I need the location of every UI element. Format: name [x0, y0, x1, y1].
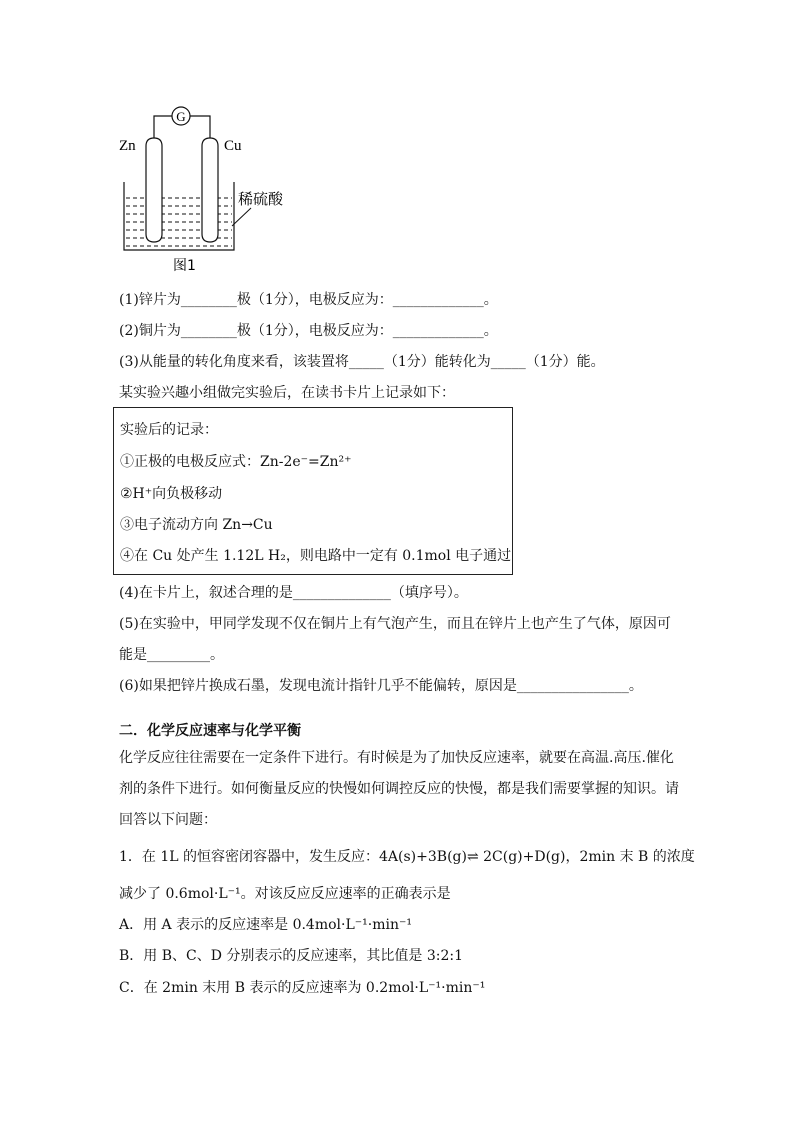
figure-caption: 图1	[173, 258, 196, 274]
reading-card	[113, 407, 513, 575]
section-2-question-1-line-1: 1．在 1L 的恒容密闭容器中，发生反应：4A(s)+3B(g)⇌ 2C(g)+D(g)，2min 末 B 的浓度	[119, 849, 695, 865]
solution-pointer	[232, 208, 251, 226]
cu-electrode	[202, 138, 218, 242]
galvanometer-label: G	[176, 109, 186, 124]
cu-label: Cu	[224, 138, 242, 154]
card-item-3: ③电子流动方向 Zn→Cu	[120, 517, 273, 533]
card-item-4: ④在 Cu 处产生 1.12L H₂，则电路中一定有 0.1mol 电子通过	[120, 548, 512, 564]
section-2-paragraph-line-3: 回答以下问题：	[119, 812, 217, 828]
left-wire	[154, 116, 172, 138]
option-b: B．用 B、C、D 分别表示的反应速率，其比值是 3:2:1	[119, 948, 464, 964]
section-2-question-1-line-2: 减少了 0.6mol·L⁻¹。对该反应反应速率的正确表示是	[119, 886, 451, 902]
question-5-line-2: 能是_________。	[119, 647, 224, 663]
section-2-paragraph-line-1: 化学反应往往需要在一定条件下进行。有时候是为了加快反应速率，就要在高温.高压.催化	[119, 750, 674, 766]
solution-label: 稀硫酸	[238, 190, 284, 208]
zn-label: Zn	[119, 138, 136, 154]
question-6: (6)如果把锌片换成石墨，发现电流计指针几乎不能偏转，原因是________________。	[119, 678, 643, 694]
zn-electrode	[146, 138, 162, 242]
galvanic-cell-svg	[116, 98, 306, 278]
section-2-heading: 二．化学反应速率与化学平衡	[119, 723, 301, 739]
option-c: C．在 2min 末用 B 表示的反应速率为 0.2mol·L⁻¹·min⁻¹	[119, 980, 486, 996]
question-2: (2)铜片为________极（1分），电极反应为：_____________。	[119, 323, 498, 339]
card-item-2: ②H⁺向负极移动	[120, 486, 223, 502]
option-a: A．用 A 表示的反应速率是 0.4mol·L⁻¹·min⁻¹	[119, 917, 412, 933]
section-2-paragraph-line-2: 剂的条件下进行。如何衡量反应的快慢如何调控反应的快慢，都是我们需要掌握的知识。请	[119, 781, 679, 797]
galvanic-cell-diagram	[116, 98, 306, 278]
card-intro: 某实验兴趣小组做完实验后，在读书卡片上记录如下：	[119, 385, 455, 401]
question-3: (3)从能量的转化角度来看，该装置将_____（1分）能转化为_____（1分）能。	[119, 354, 605, 370]
question-5-line-1: (5)在实验中，甲同学发现不仅在铜片上有气泡产生，而且在锌片上也产生了气体，原因可	[119, 616, 671, 632]
card-item-1: ①正极的电极反应式：Zn-2e⁻=Zn²⁺	[120, 454, 352, 470]
question-4: (4)在卡片上，叙述合理的是______________（填序号）。	[119, 585, 468, 601]
question-1: (1)锌片为________极（1分），电极反应为：_____________。	[119, 292, 498, 308]
card-title: 实验后的记录：	[120, 422, 218, 438]
right-wire	[190, 116, 210, 138]
